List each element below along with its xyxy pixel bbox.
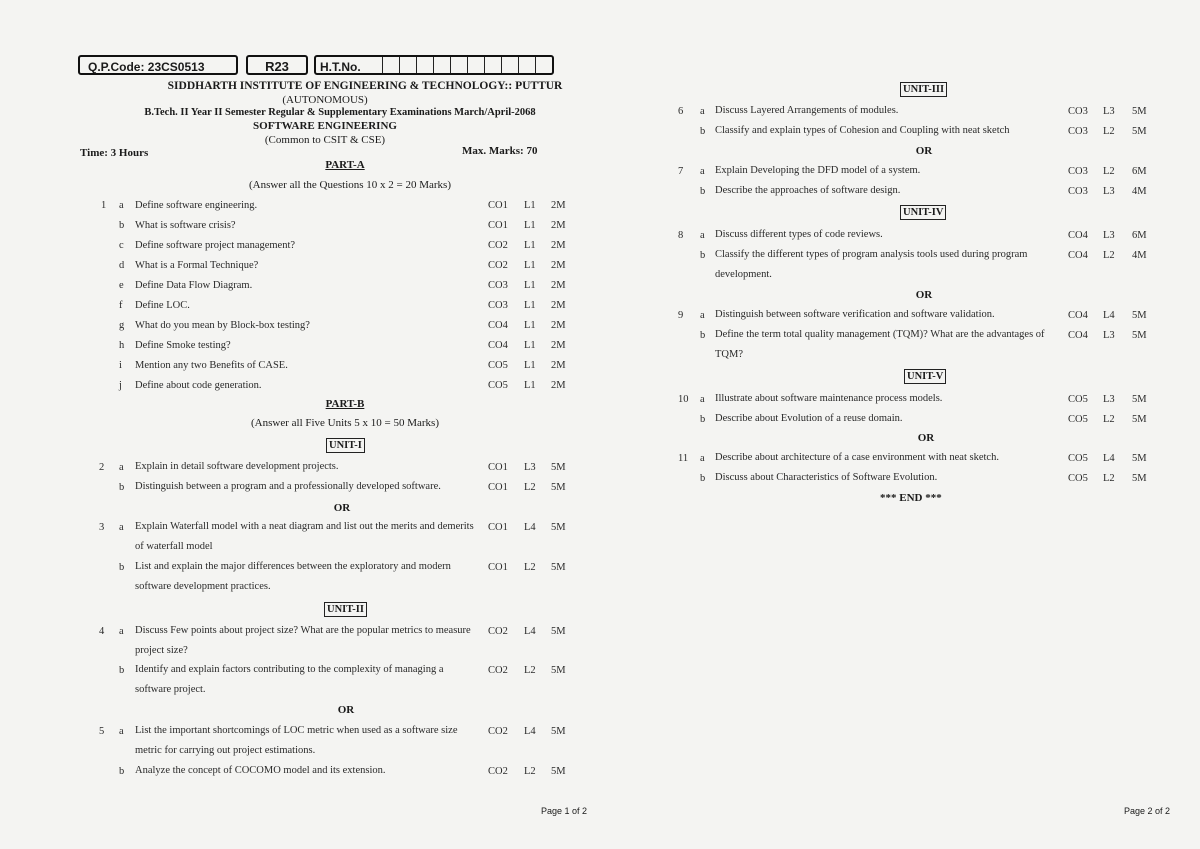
question-text: Discuss about Characteristics of Software Evolution.	[715, 472, 938, 483]
level: L2	[1103, 166, 1115, 177]
item-letter: b	[700, 250, 706, 261]
level: L1	[524, 360, 536, 371]
level: L1	[524, 280, 536, 291]
marks: 5M	[551, 626, 566, 637]
course-outcome: CO5	[488, 380, 508, 391]
question-text: What is software crisis?	[135, 220, 236, 231]
marks: 4M	[1132, 186, 1147, 197]
or-separator: OR	[337, 704, 355, 716]
level: L4	[524, 726, 536, 737]
marks: 6M	[1132, 230, 1147, 241]
ht-no-label: H.T.No.	[320, 60, 361, 74]
marks: 2M	[551, 280, 566, 291]
item-letter: b	[119, 220, 125, 231]
page-number-2: Page 2 of 2	[1124, 806, 1171, 816]
level: L3	[524, 462, 536, 473]
level: L3	[1103, 394, 1115, 405]
item-letter: a	[700, 166, 705, 177]
marks: 2M	[551, 300, 566, 311]
question-text: Discuss Layered Arrangements of modules.	[715, 105, 899, 116]
marks: 2M	[551, 200, 566, 211]
item-letter: b	[119, 482, 125, 493]
subject-title: SOFTWARE ENGINEERING	[253, 120, 397, 132]
course-outcome: CO4	[1068, 330, 1088, 341]
level: L2	[1103, 250, 1115, 261]
marks: 5M	[1132, 310, 1147, 321]
course-outcome: CO3	[1068, 106, 1088, 117]
question-number: 8	[678, 230, 684, 241]
course-outcome: CO1	[488, 200, 508, 211]
item-letter: b	[119, 562, 125, 573]
level: L1	[524, 340, 536, 351]
level: L4	[1103, 453, 1115, 464]
item-letter: i	[119, 360, 122, 371]
marks: 2M	[551, 360, 566, 371]
level: L1	[524, 200, 536, 211]
question-number: 11	[678, 453, 689, 464]
question-number: 2	[99, 462, 105, 473]
level: L2	[524, 766, 536, 777]
marks: 5M	[551, 562, 566, 573]
item-letter: d	[119, 260, 125, 271]
level: L3	[1103, 106, 1115, 117]
marks: 5M	[1132, 473, 1147, 484]
unit-v-heading: UNIT-V	[904, 369, 946, 384]
question-text: Analyze the concept of COCOMO model and its extension.	[135, 765, 386, 776]
question-text: Define Smoke testing?	[135, 340, 231, 351]
level: L1	[524, 320, 536, 331]
item-letter: a	[119, 200, 124, 211]
level: L3	[1103, 230, 1115, 241]
level: L2	[524, 665, 536, 676]
level: L1	[524, 300, 536, 311]
item-letter: b	[700, 186, 706, 197]
level: L2	[1103, 414, 1115, 425]
level: L2	[524, 482, 536, 493]
item-letter: h	[119, 340, 125, 351]
question-number: 4	[99, 626, 105, 637]
marks: 5M	[1132, 106, 1147, 117]
item-letter: a	[700, 453, 705, 464]
item-letter: g	[119, 320, 125, 331]
item-letter: a	[700, 230, 705, 241]
item-letter: f	[119, 300, 123, 311]
item-letter: c	[119, 240, 124, 251]
course-outcome: CO5	[1068, 453, 1088, 464]
item-letter: b	[119, 766, 125, 777]
course-outcome: CO3	[1068, 126, 1088, 137]
end-marker: *** END ***	[880, 492, 942, 504]
unit-ii-heading: UNIT-II	[324, 602, 367, 617]
question-text: Classify and explain types of Cohesion and Coupling with neat sketch	[715, 125, 1010, 136]
regulation-box	[246, 55, 308, 75]
question-text: Distinguish between software verification and software validation.	[715, 309, 995, 320]
course-outcome: CO5	[1068, 473, 1088, 484]
course-outcome: CO1	[488, 562, 508, 573]
question-number: 10	[678, 394, 689, 405]
course-outcome: CO4	[1068, 310, 1088, 321]
marks: 2M	[551, 320, 566, 331]
level: L2	[524, 562, 536, 573]
marks: 5M	[551, 462, 566, 473]
ht-no-cell	[535, 57, 552, 73]
course-outcome: CO2	[488, 766, 508, 777]
item-letter: a	[700, 106, 705, 117]
ht-no-cell	[399, 57, 416, 73]
item-letter: a	[119, 522, 124, 533]
marks: 5M	[1132, 394, 1147, 405]
course-outcome: CO3	[488, 280, 508, 291]
course-outcome: CO5	[488, 360, 508, 371]
or-separator: OR	[333, 502, 351, 514]
item-letter: a	[119, 726, 124, 737]
question-text: Identify and explain factors contributing to the complexity of managing a software project.	[135, 664, 444, 695]
question-number: 9	[678, 310, 684, 321]
marks: 2M	[551, 380, 566, 391]
or-separator: OR	[915, 145, 933, 157]
or-separator: OR	[915, 289, 933, 301]
part-b-instruction: (Answer all Five Units 5 x 10 = 50 Marks)	[251, 417, 439, 429]
item-letter: e	[119, 280, 124, 291]
item-letter: a	[119, 626, 124, 637]
marks: 2M	[551, 220, 566, 231]
question-text: Distinguish between a program and a professionally developed software.	[135, 481, 441, 492]
course-outcome: CO1	[488, 462, 508, 473]
course-outcome: CO5	[1068, 414, 1088, 425]
ht-no-cell	[416, 57, 433, 73]
question-text: Classify the different types of program analysis tools used during program development.	[715, 249, 1028, 280]
or-separator: OR	[917, 432, 935, 444]
question-text: Define about code generation.	[135, 380, 262, 391]
max-marks: Max. Marks: 70	[462, 145, 538, 157]
marks: 6M	[1132, 166, 1147, 177]
regulation: R23	[265, 59, 289, 74]
course-outcome: CO3	[1068, 186, 1088, 197]
exam-title: B.Tech. II Year II Semester Regular & Supplementary Examinations March/April-2068	[144, 107, 536, 118]
question-text: Illustrate about software maintenance process models.	[715, 393, 943, 404]
question-text: Define software project management?	[135, 240, 296, 251]
course-outcome: CO4	[488, 340, 508, 351]
course-outcome: CO5	[1068, 394, 1088, 405]
part-b-title: PART-B	[325, 398, 365, 410]
question-number: 7	[678, 166, 684, 177]
unit-iii-heading: UNIT-III	[900, 82, 947, 97]
qp-code-box	[78, 55, 238, 75]
marks: 5M	[551, 665, 566, 676]
course-outcome: CO2	[488, 626, 508, 637]
question-text: Discuss different types of code reviews.	[715, 229, 883, 240]
marks: 5M	[1132, 414, 1147, 425]
marks: 5M	[1132, 126, 1147, 137]
course-outcome: CO2	[488, 665, 508, 676]
item-letter: a	[119, 462, 124, 473]
course-outcome: CO1	[488, 220, 508, 231]
item-letter: b	[700, 126, 706, 137]
marks: 2M	[551, 240, 566, 251]
course-outcome: CO2	[488, 260, 508, 271]
ht-no-cell	[382, 57, 399, 73]
item-letter: a	[700, 310, 705, 321]
common-to: (Common to CSIT & CSE)	[264, 134, 386, 146]
time-label: Time: 3 Hours	[80, 147, 149, 159]
level: L2	[1103, 473, 1115, 484]
question-text: Define software engineering.	[135, 200, 258, 211]
ht-no-cell	[433, 57, 450, 73]
question-number: 3	[99, 522, 105, 533]
question-text: Define LOC.	[135, 300, 190, 311]
level: L1	[524, 240, 536, 251]
question-text: What do you mean by Block-box testing?	[135, 320, 310, 331]
question-text: List the important shortcomings of LOC metric when used as a software size metric for carrying out project estimations.	[135, 725, 458, 756]
ht-no-cell	[467, 57, 484, 73]
level: L3	[1103, 330, 1115, 341]
level: L4	[1103, 310, 1115, 321]
question-text: Describe about architecture of a case environment with neat sketch.	[715, 452, 999, 463]
course-outcome: CO3	[1068, 166, 1088, 177]
level: L1	[524, 220, 536, 231]
qp-code: Q.P.Code: 23CS0513	[88, 60, 205, 74]
course-outcome: CO4	[488, 320, 508, 331]
item-letter: j	[119, 380, 122, 391]
item-letter: b	[700, 473, 706, 484]
question-text: Describe about Evolution of a reuse domain.	[715, 413, 903, 424]
marks: 5M	[551, 522, 566, 533]
question-text: Define the term total quality management (TQM)? What are the advantages of TQM?	[715, 329, 1045, 360]
marks: 2M	[551, 340, 566, 351]
level: L4	[524, 522, 536, 533]
page-number-1: Page 1 of 2	[541, 806, 588, 816]
question-text: List and explain the major differences between the exploratory and modern software development practices.	[135, 561, 451, 592]
item-letter: b	[119, 665, 125, 676]
question-text: Explain Waterfall model with a neat diagram and list out the merits and demerits of waterfall model	[135, 521, 474, 552]
course-outcome: CO3	[488, 300, 508, 311]
item-letter: a	[700, 394, 705, 405]
marks: 5M	[551, 482, 566, 493]
level: L1	[524, 260, 536, 271]
ht-no-cell	[484, 57, 501, 73]
question-number: 6	[678, 106, 684, 117]
unit-i-heading: UNIT-I	[326, 438, 365, 453]
question-number: 5	[99, 726, 105, 737]
question-text: Explain Developing the DFD model of a system.	[715, 165, 921, 176]
question-text: Mention any two Benefits of CASE.	[135, 360, 288, 371]
part-a-title: PART-A	[325, 159, 365, 171]
autonomous-label: (AUTONOMOUS)	[282, 94, 368, 106]
level: L2	[1103, 126, 1115, 137]
ht-no-cell	[518, 57, 535, 73]
unit-iv-heading: UNIT-IV	[900, 205, 946, 220]
institute-name: SIDDHARTH INSTITUTE OF ENGINEERING & TECHNOLOGY:: PUTTUR	[167, 80, 563, 92]
course-outcome: CO4	[1068, 250, 1088, 261]
course-outcome: CO1	[488, 482, 508, 493]
item-letter: b	[700, 414, 706, 425]
marks: 5M	[1132, 453, 1147, 464]
question-text: What is a Formal Technique?	[135, 260, 259, 271]
course-outcome: CO2	[488, 726, 508, 737]
part-a-instruction: (Answer all the Questions 10 x 2 = 20 Marks)	[248, 179, 452, 191]
marks: 5M	[551, 766, 566, 777]
question-text: Discuss Few points about project size? What are the popular metrics to measure project size?	[135, 625, 471, 656]
item-letter: b	[700, 330, 706, 341]
ht-no-cell	[501, 57, 518, 73]
question-number: 1	[101, 200, 107, 211]
marks: 2M	[551, 260, 566, 271]
course-outcome: CO2	[488, 240, 508, 251]
question-text: Describe the approaches of software design.	[715, 185, 901, 196]
course-outcome: CO4	[1068, 230, 1088, 241]
marks: 5M	[1132, 330, 1147, 341]
question-text: Explain in detail software development projects.	[135, 461, 339, 472]
ht-no-cell	[450, 57, 467, 73]
level: L3	[1103, 186, 1115, 197]
question-text: Define Data Flow Diagram.	[135, 280, 253, 291]
marks: 4M	[1132, 250, 1147, 261]
marks: 5M	[551, 726, 566, 737]
level: L4	[524, 626, 536, 637]
ht-no-box	[314, 55, 554, 75]
course-outcome: CO1	[488, 522, 508, 533]
level: L1	[524, 380, 536, 391]
